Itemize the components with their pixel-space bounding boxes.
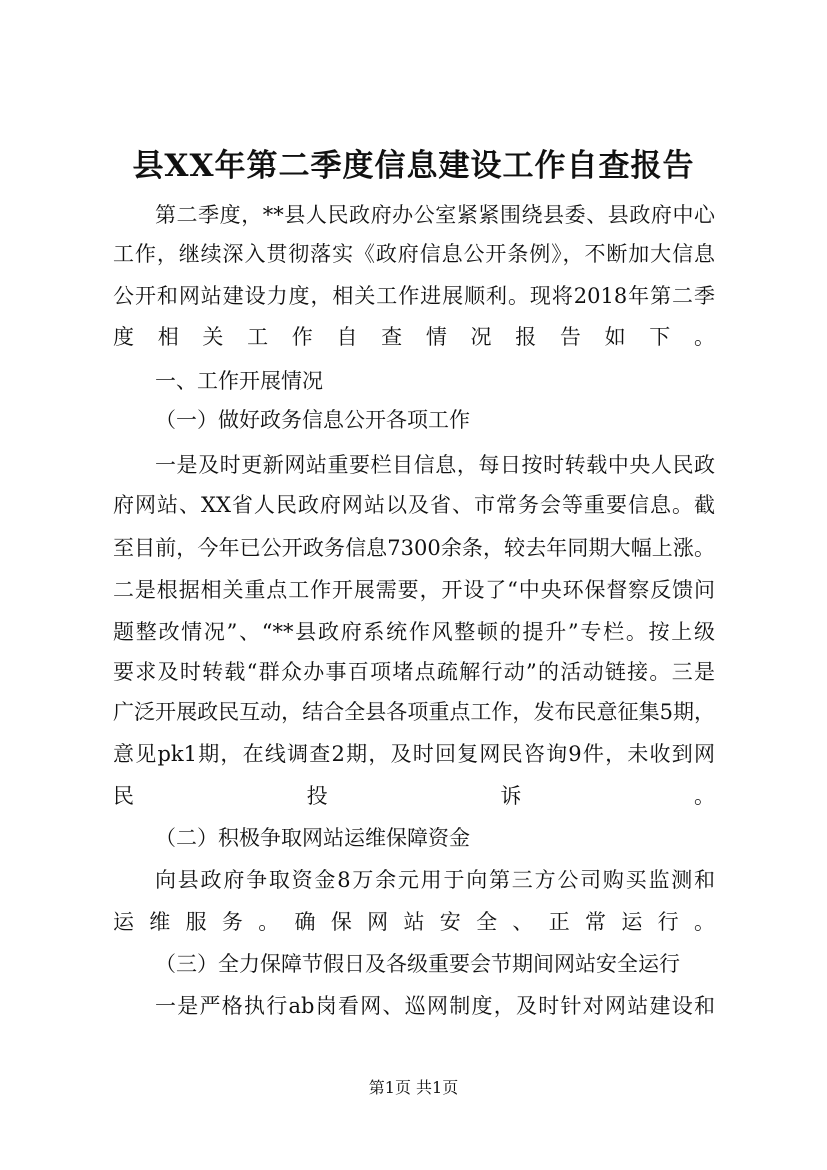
paragraph-line: 题整改情况”、“**县政府系统作风整顿的提升”专栏。按上级 xyxy=(113,620,715,644)
paragraph-line: 二是根据相关重点工作开展需要，开设了“中央环保督察反馈问 xyxy=(113,578,715,602)
paragraph-line: 府网站、XX省人民政府网站以及省、市常务会等重要信息。截 xyxy=(113,493,715,517)
page-footer: 第1页 共1页 xyxy=(368,1078,459,1097)
paragraph-line: 广泛开展政民互动，结合全县各项重点工作，发布民意征集5期， xyxy=(113,700,715,724)
subsection-heading: （三）全力保障节假日及各级重要会节期间网站安全运行 xyxy=(155,952,680,976)
subsection-heading: （二）积极争取网站运维保障资金 xyxy=(155,826,470,850)
paragraph-line: 向县政府争取资金8万余元用于向第三方公司购买监测和 xyxy=(155,868,715,892)
paragraph-line: 至目前，今年已公开政务信息7300余条，较去年同期大幅上涨。 xyxy=(113,536,715,560)
paragraph-line: 要求及时转载“群众办事百项堵点疏解行动”的活动链接。三是 xyxy=(113,660,715,684)
paragraph-line: 一是及时更新网站重要栏目信息，每日按时转载中央人民政 xyxy=(155,453,715,477)
section-heading: 一、工作开展情况 xyxy=(155,369,323,393)
document-title: 县XX年第二季度信息建设工作自查报告 xyxy=(132,148,695,184)
paragraph-line: 公开和网站建设力度，相关工作进展顺利。现将2018年第二季 xyxy=(113,284,715,308)
paragraph-line: 一是严格执行ab岗看网、巡网制度，及时针对网站建设和 xyxy=(155,994,715,1018)
paragraph-line: 意见pk1期，在线调查2期，及时回复网民咨询9件，未收到网 xyxy=(113,742,715,766)
paragraph-line: 度相关工作自查情况报告如下。 xyxy=(113,325,715,349)
paragraph-line: 运维服务。确保网站安全、正常运行。 xyxy=(113,910,715,934)
paragraph-line: 第二季度，**县人民政府办公室紧紧围绕县委、县政府中心 xyxy=(155,203,715,227)
paragraph-line: 民投诉。 xyxy=(113,784,715,808)
subsection-heading: （一）做好政务信息公开各项工作 xyxy=(155,408,470,432)
paragraph-line: 工作，继续深入贯彻落实《政府信息公开条例》，不断加大信息 xyxy=(113,242,715,266)
